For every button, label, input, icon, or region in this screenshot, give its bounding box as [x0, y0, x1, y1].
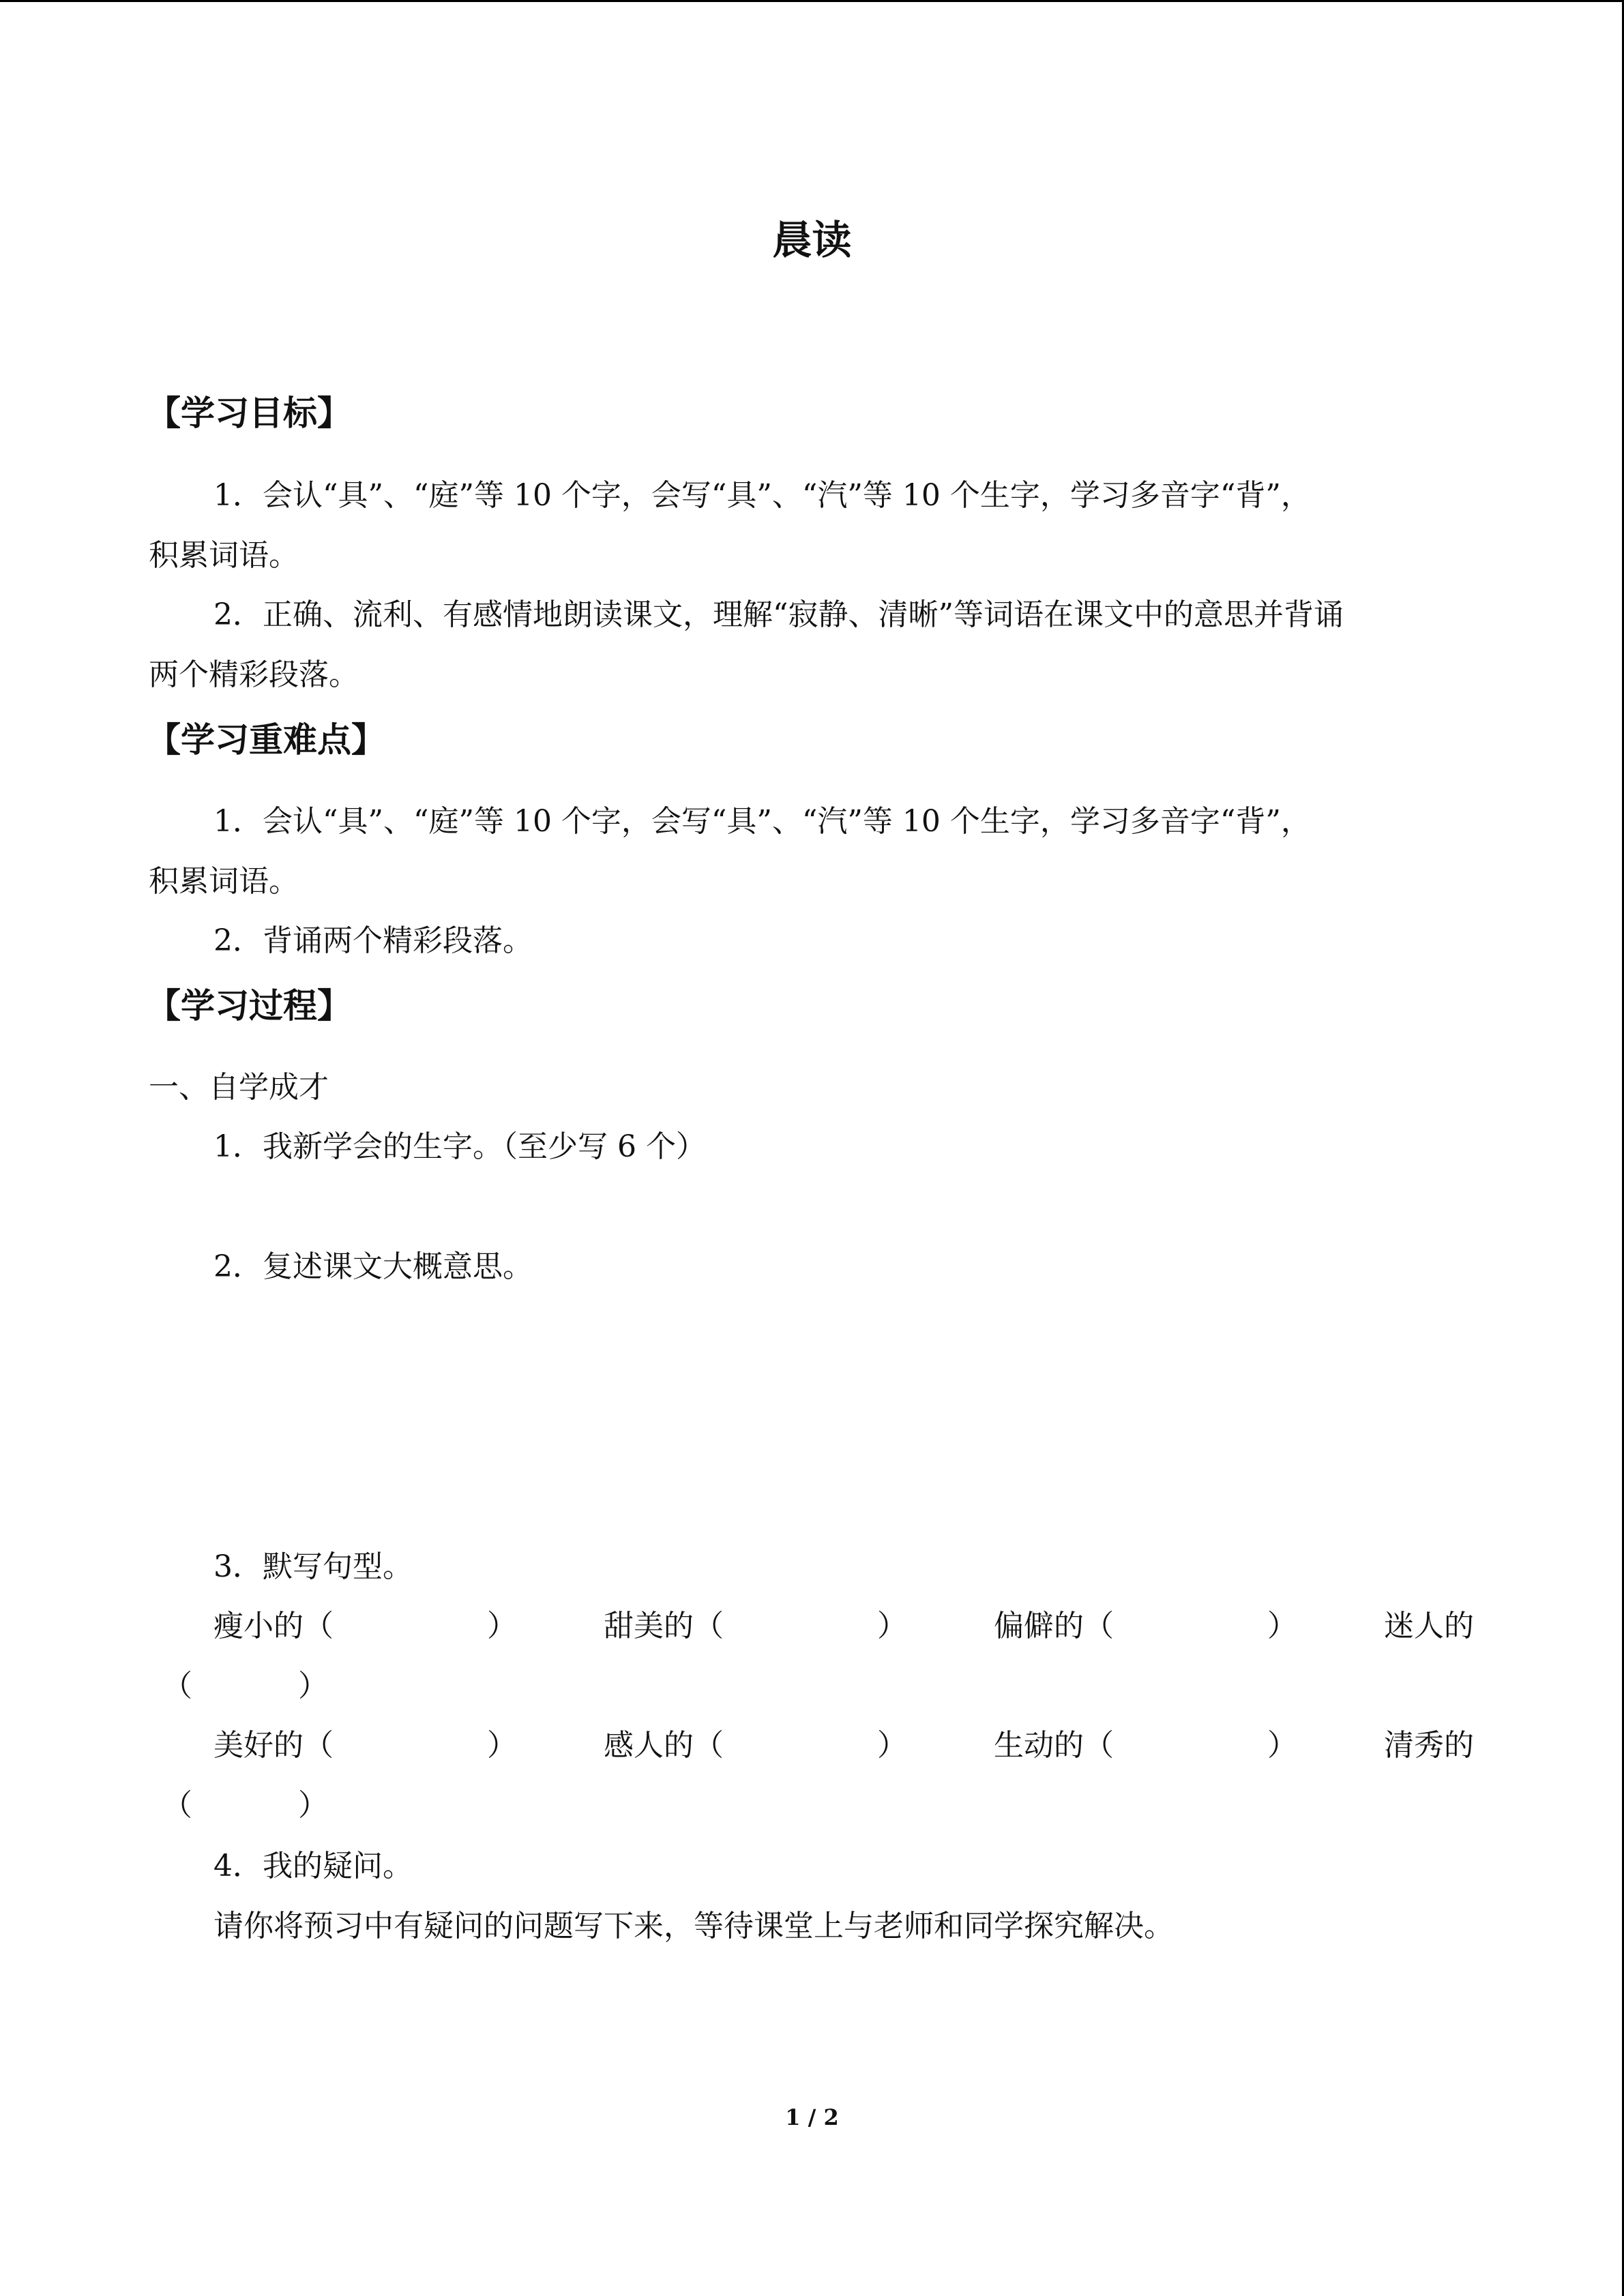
key-point-item-1-line-1: 1．会认“具”、“庭”等 10 个字，会写“具”、“汽”等 10 个生字，学习多音字“背”，: [213, 804, 1311, 839]
question-4-description: 请你将预习中有疑问的问题写下来，等待课堂上与老师和同学探究解决。: [213, 1909, 1174, 1943]
part-1-title: 一、自学成才: [149, 1070, 329, 1105]
question-1: 1．我新学会的生字。（至少写 6 个）: [213, 1129, 706, 1164]
goal-item-2-line-2: 两个精彩段落。: [149, 657, 359, 692]
goal-item-1-line-2: 积累词语。: [149, 538, 299, 573]
goal-item-2-line-1: 2．正确、流利、有感情地朗读课文，理解“寂静、清晰”等词语在课文中的意思并背诵: [213, 597, 1344, 632]
fill-in-row-1-wrap: （ ）: [162, 1669, 328, 1703]
fill-in-row-2-wrap: （ ）: [162, 1788, 328, 1823]
goal-item-1-line-1: 1．会认“具”、“庭”等 10 个字，会写“具”、“汽”等 10 个生字，学习多音字“背”，: [213, 478, 1311, 513]
fill-in-item: 偏僻的（ ）: [994, 1609, 1297, 1643]
fill-in-row-1: [213, 1606, 1474, 1647]
heading-learning-goals: 【学习目标】: [147, 393, 351, 433]
key-point-item-2: 2．背诵两个精彩段落。: [213, 923, 533, 958]
fill-in-item: 瘦小的（ ）: [213, 1609, 517, 1643]
question-3: 3．默写句型。: [213, 1549, 413, 1584]
page-title: 晨读: [772, 217, 852, 263]
heading-learning-process: 【学习过程】: [147, 986, 351, 1026]
fill-in-item: 迷人的: [1384, 1609, 1474, 1643]
heading-key-points: 【学习重难点】: [147, 720, 385, 760]
fill-in-item: 甜美的（ ）: [604, 1609, 907, 1643]
page-number: 1 / 2: [785, 2104, 839, 2130]
fill-in-item: 感人的（ ）: [604, 1728, 907, 1763]
fill-in-item: 生动的（ ）: [994, 1728, 1297, 1763]
fill-in-item: 清秀的: [1384, 1728, 1474, 1763]
fill-in-item: 美好的（ ）: [213, 1728, 517, 1763]
question-4: 4．我的疑问。: [213, 1849, 413, 1883]
question-2: 2．复述课文大概意思。: [213, 1249, 533, 1284]
key-point-item-1-line-2: 积累词语。: [149, 864, 299, 899]
fill-in-row-2: [213, 1725, 1474, 1766]
page-border-top: [0, 0, 1624, 2]
